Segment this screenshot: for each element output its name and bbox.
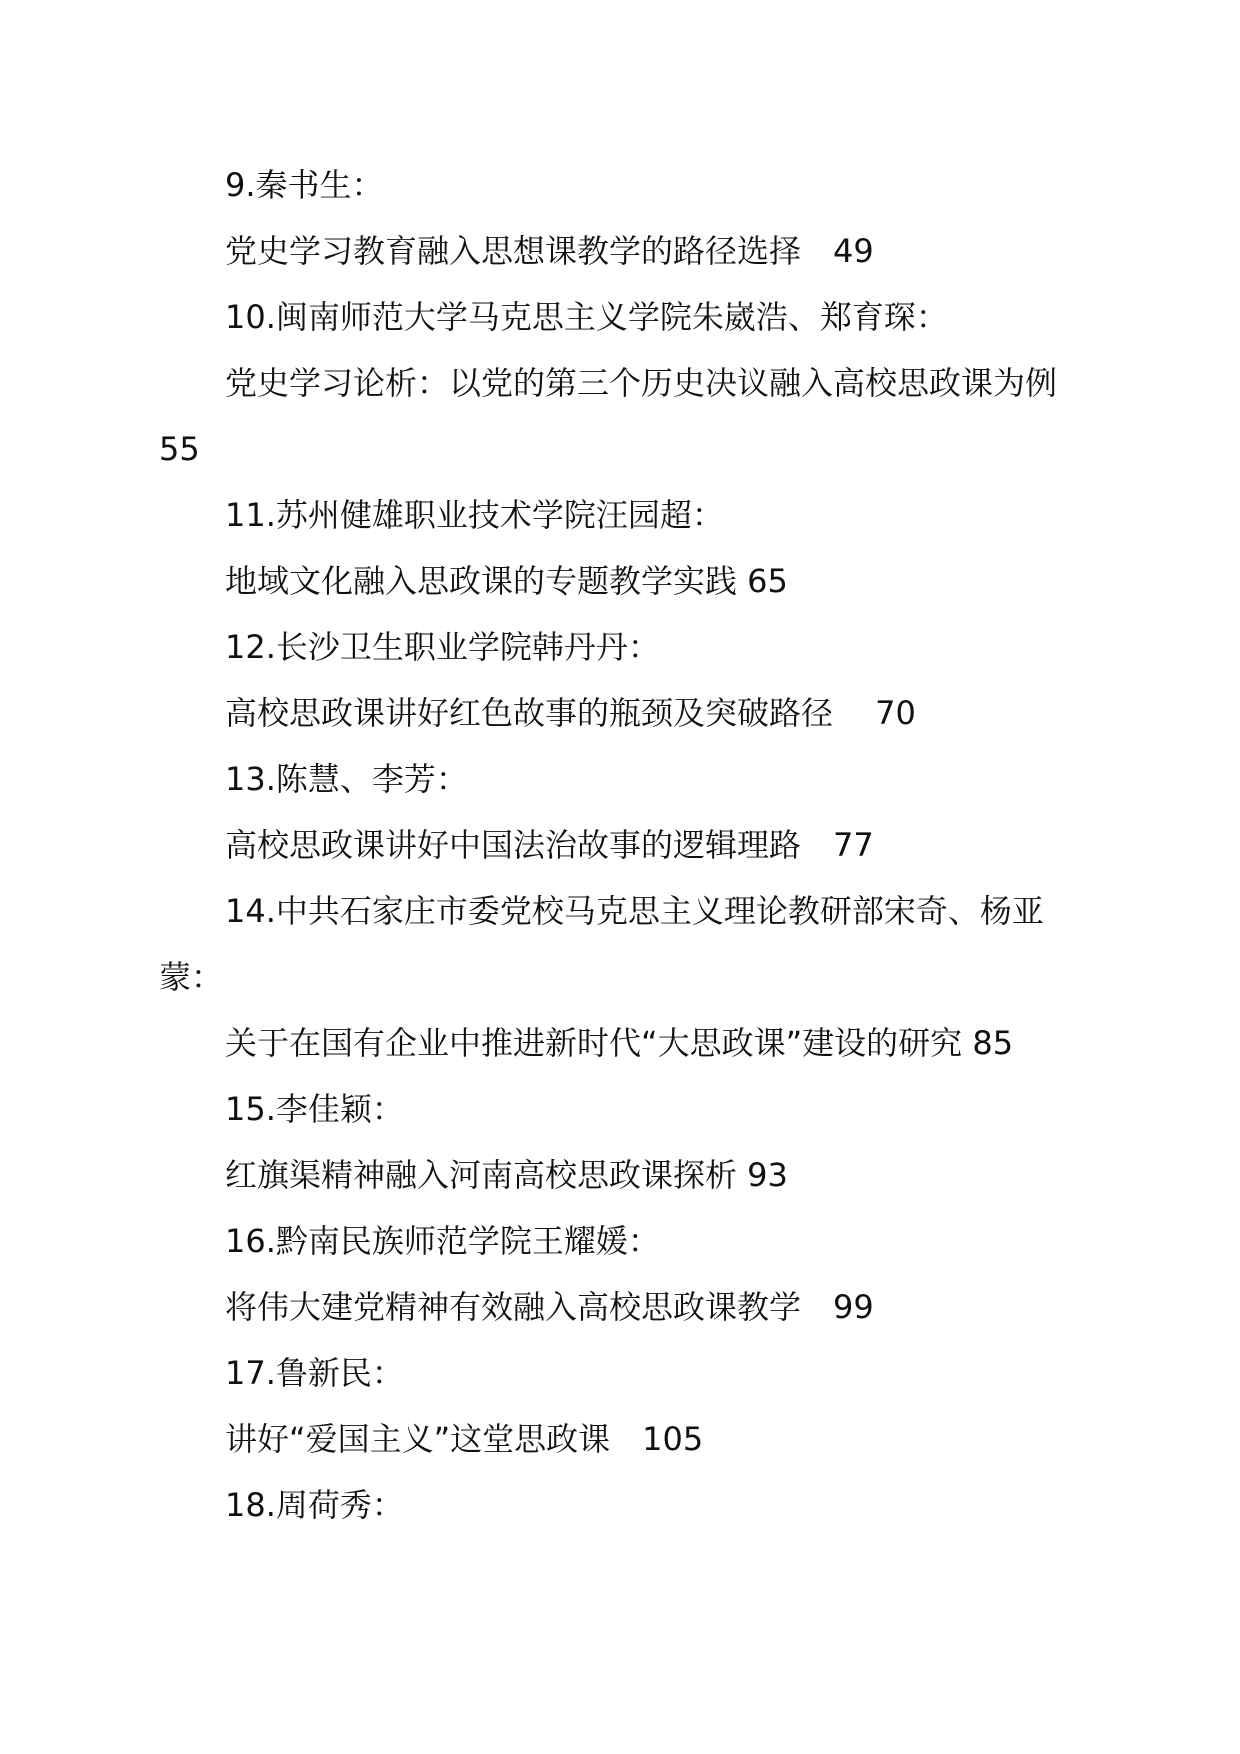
toc-entry-heading: 15.李佳颖： [225,1090,404,1128]
toc-entry-title: 高校思政课讲好红色故事的瓶颈及突破路径 70 [225,694,916,732]
toc-entry-title: 地域文化融入思政课的专题教学实践 65 [225,562,788,600]
toc-entry-heading: 9.秦书生： [225,166,384,204]
toc-entry-heading: 12.长沙卫生职业学院韩丹丹： [225,628,660,666]
toc-entry-title: 高校思政课讲好中国法治故事的逻辑理路 77 [225,826,874,864]
toc-entry-heading: 13.陈慧、李芳： [225,760,468,798]
toc-entry-title: 党史学习教育融入思想课教学的路径选择 49 [225,232,874,270]
toc-entry-heading: 14.中共石家庄市委党校马克思主义理论教研部宋奇、杨亚蒙： [159,892,1044,996]
toc-entry-heading: 10.闽南师范大学马克思主义学院朱崴浩、郑育琛： [225,298,948,336]
toc-entry-title: 关于在国有企业中推进新时代“大思政课”建设的研究 85 [225,1024,1014,1062]
toc-entry-heading: 16.黔南民族师范学院王耀媛： [225,1222,660,1260]
toc-entry-title: 党史学习论析：以党的第三个历史决议融入高校思政课为例 55 [159,364,1068,468]
toc-entry-heading: 11.苏州健雄职业技术学院汪园超： [225,496,724,534]
toc-entry-heading: 18.周荷秀： [225,1486,404,1524]
toc-entry-heading: 17.鲁新民： [225,1354,404,1392]
toc-entry-title: 将伟大建党精神有效融入高校思政课教学 99 [225,1288,874,1326]
table-of-contents [159,152,1094,1538]
toc-entry-title: 讲好“爱国主义”这堂思政课 105 [225,1420,704,1458]
toc-entry-title: 红旗渠精神融入河南高校思政课探析 93 [225,1156,788,1194]
